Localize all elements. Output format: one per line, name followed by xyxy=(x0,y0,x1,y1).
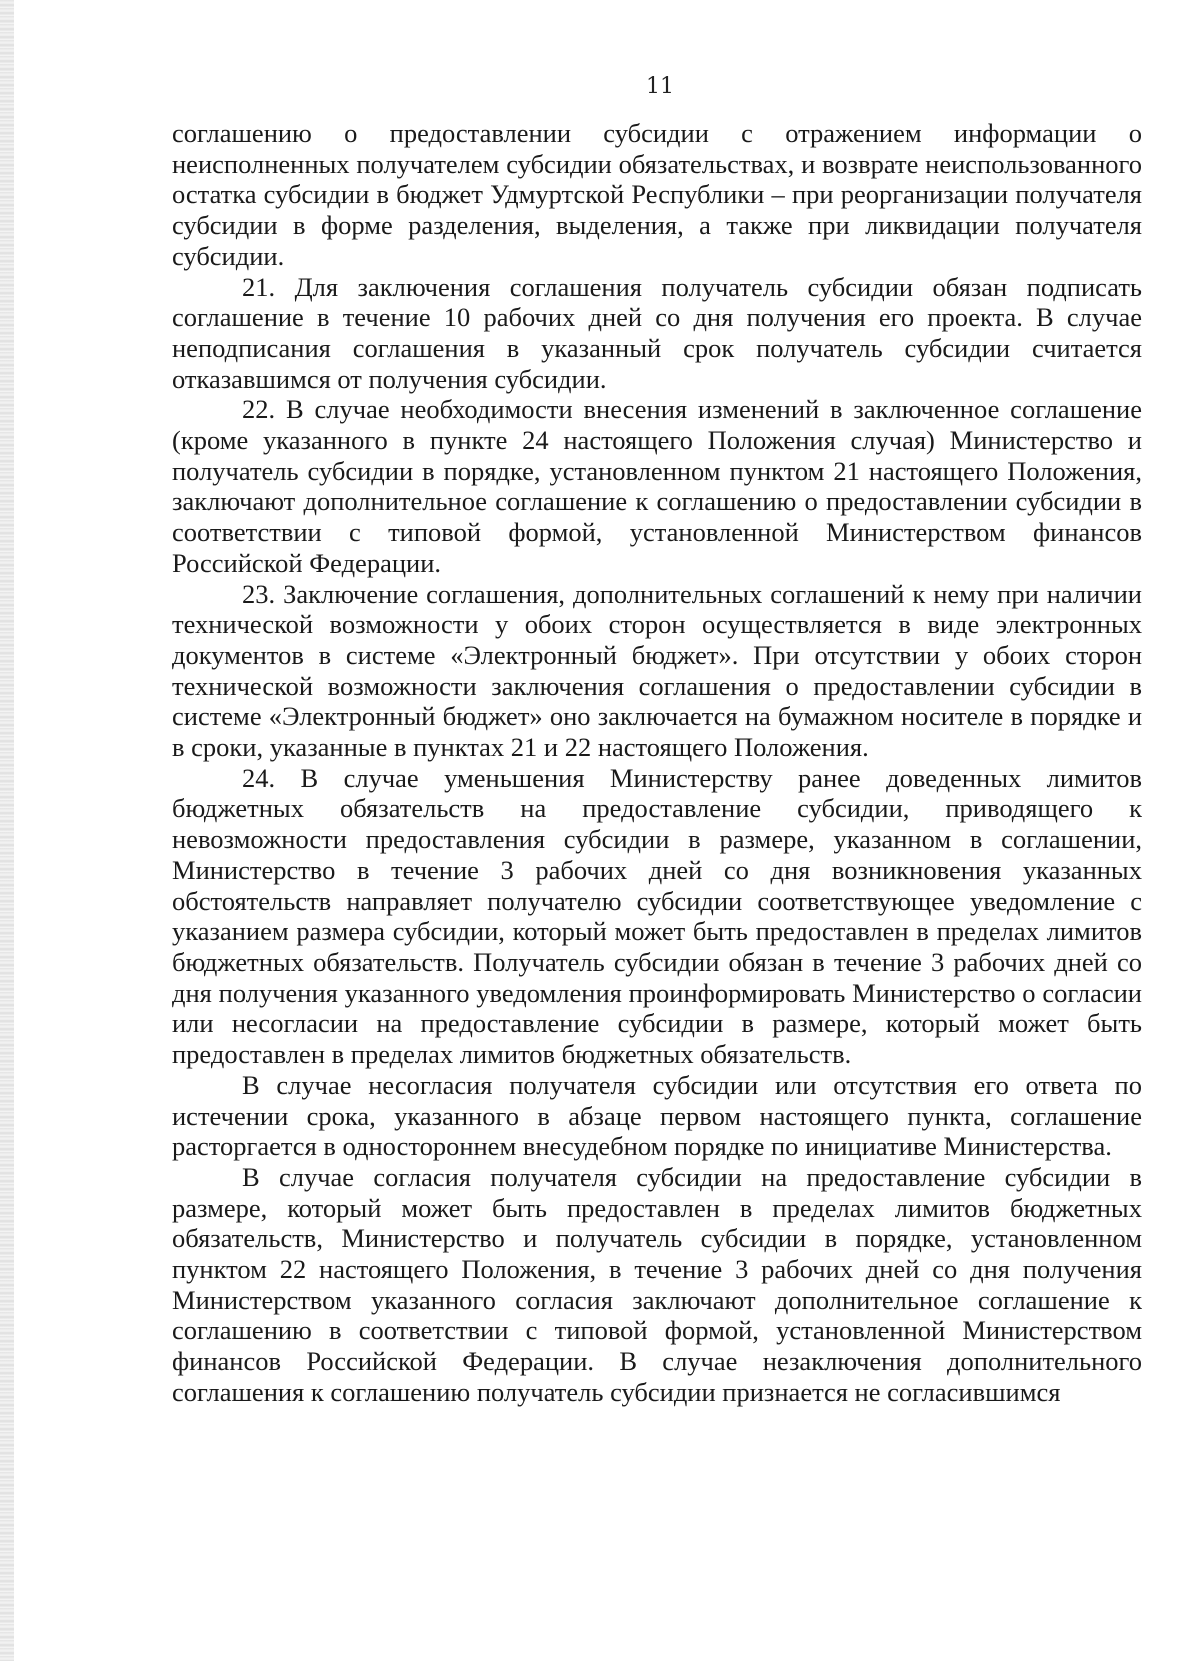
paragraph-24: 24. В случае уменьшения Министерству ранее доведенных лимитов бюджетных обязательств на предоставление субсидии, приводящего к невозможности предоставления субсидии в размере, указанном в соглашении, Министерство в течение 3 рабочих дней со дня возникновения указанных обстоятельств направляет получателю субсидии соответствующее уведомление с указанием размера субсидии, который может быть предоставлен в пределах лимитов бюджетных обязательств. Получатель субсидии обязан в течение 3 рабочих дней со дня получения указанного уведомления проинформировать Министерство о согласии или несогласии на предоставление субсидии в размере, который может быть предоставлен в пределах лимитов бюджетных обязательств. xyxy=(172,762,1142,1070)
paragraph-24-agreement: В случае согласия получателя субсидии на предоставление субсидии в размере, который может быть предоставлен в пределах лимитов бюджетных обязательств, Министерство и получатель субсидии в порядке, установленном пунктом 22 настоящего Положения, в течение 3 рабочих дней со дня получения Министерством указанного согласия заключают дополнительное соглашение к соглашению в соответствии с типовой формой, установленной Министерством финансов Российской Федерации. В случае незаключения дополнительного соглашения к соглашению получатель субсидии признается не согласившимся xyxy=(172,1161,1142,1407)
paragraph-continuation: соглашению о предоставлении субсидии с отражением информации о неисполненных получателем субсидии обязательствах, и возврате неиспользованного остатка субсидии в бюджет Удмуртской Республики – при реорганизации получателя субсидии в форме разделения, выделения, а также при ликвидации получателя субсидии. xyxy=(172,118,1142,271)
paragraph-23: 23. Заключение соглашения, дополнительных соглашений к нему при наличии технической возможности у обоих сторон осуществляется в виде электронных документов в системе «Электронный бюджет». При отсутствии у обоих сторон технической возможности заключения соглашения о предоставлении субсидии в системе «Электронный бюджет» оно заключается на бумажном носителе в порядке и в сроки, указанные в пунктах 21 и 22 настоящего Положения. xyxy=(172,578,1142,763)
scan-edge-artifact xyxy=(0,0,14,1661)
paragraph-22: 22. В случае необходимости внесения изменений в заключенное соглашение (кроме указанного в пункте 24 настоящего Положения случая) Министерство и получатель субсидии в порядке, установленном пунктом 21 настоящего Положения, заключают дополнительное соглашение к соглашению о предоставлении субсидии в соответствии с типовой формой, установленной Министерством финансов Российской Федерации. xyxy=(172,394,1142,578)
paragraph-24-disagreement: В случае несогласия получателя субсидии или отсутствия его ответа по истечении срока, указанного в абзаце первом настоящего пункта, соглашение расторгается в одностороннем внесудебном порядке по инициативе Министерства. xyxy=(172,1069,1142,1162)
page-number: 11 xyxy=(646,74,674,99)
paragraph-21: 21. Для заключения соглашения получатель субсидии обязан подписать соглашение в течение 10 рабочих дней со дня получения его проекта. В случае неподписания соглашения в указанный срок получатель субсидии считается отказавшимся от получения субсидии. xyxy=(172,271,1142,394)
document-body xyxy=(172,118,1142,1408)
